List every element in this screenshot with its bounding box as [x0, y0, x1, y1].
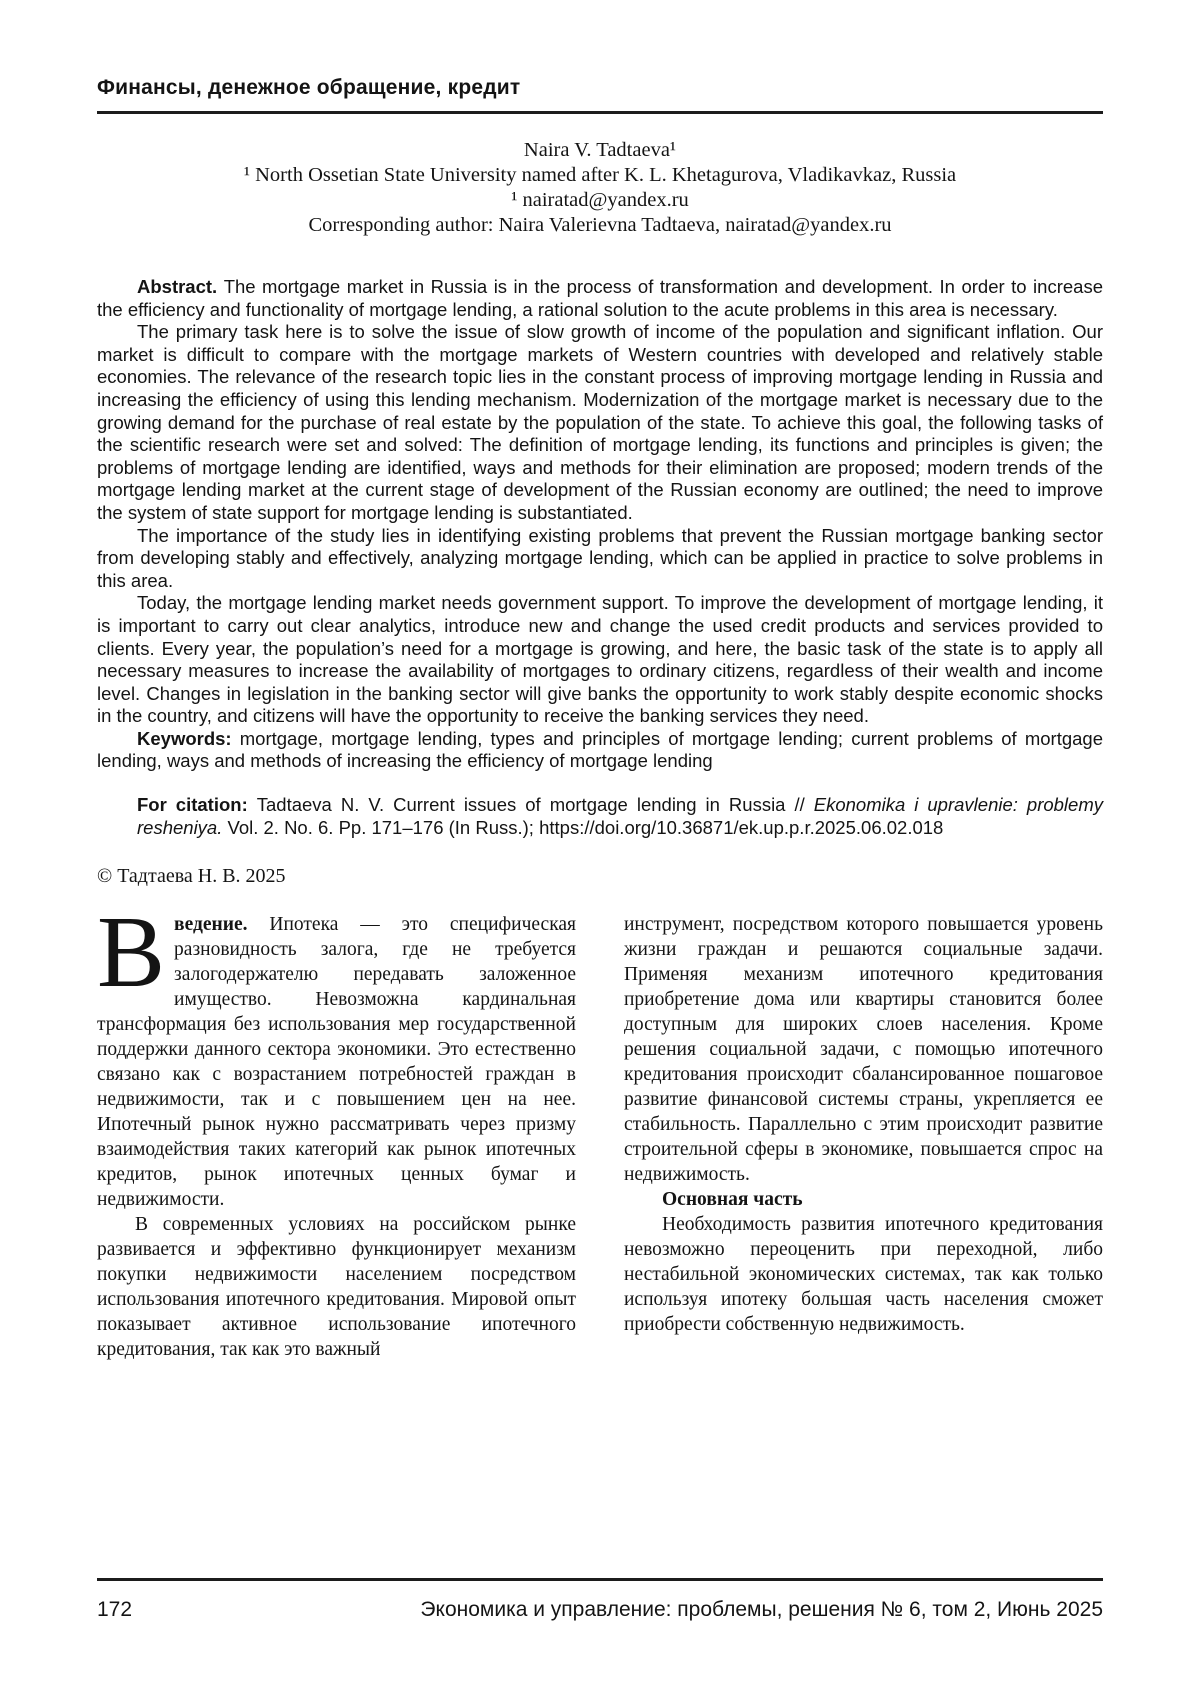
footer-rule [97, 1578, 1103, 1581]
body-paragraph: Необходимость развития ипотечного кредитования невозможно переоценить при переходной, либо нестабильной экономических системах, так как только используя ипотеку большая часть населения сможет приобрести собственную недвижимость. [624, 1214, 1103, 1336]
abstract-paragraph: The primary task here is to solve the issue of slow growth of income of the population and significant inflation. Our market is difficult to compare with the mortgage markets of Western countries with developed and relatively stable economies. The relevance of the research topic lies in the constant process of improving mortgage lending in Russia and increasing the efficiency of using this lending mechanism. Modernization of the mortgage market is necessary due to the growing demand for the purchase of real estate by the population of the state. To achieve this goal, the following tasks of the scientific research were set and solved: The definition of mortgage lending, its functions and principles is given; the problems of mortgage lending are identified, ways and methods for their elimination are proposed; modern trends of the mortgage lending market at the current stage of development of the Russian economy are outlined; the need to improve the system of state support for mortgage lending is substantiated. [97, 321, 1103, 523]
left-column [97, 896, 576, 1362]
body-paragraph: инструмент, посредством которого повышается уровень жизни граждан и решаются социальные задачи. Применяя механизм ипотечного кредитования приобретение дома или квартиры становится более доступным для широких слоев населения. Кроме решения социальной задачи, с помощью ипотечного кредитования происходит сбалансированное пошаговое развитие финансовой системы страны, укрепляется ее стабильность. Параллельно с этим происходит развитие строительной сферы в экономике, повышается спрос на недвижимость. [624, 914, 1103, 1186]
abstract-paragraph: Today, the mortgage lending market needs government support. To improve the development of mortgage lending, it is important to carry out clear analytics, introduce new and change the used credit products and services provided to clients. Every year, the population’s need for a mortgage is growing, and here, the basic task of the state is to apply all necessary measures to increase the availability of mortgages to ordinary citizens, regardless of their wealth and income level. Changes in legislation in the banking sector will give banks the opportunity to work stably despite economic shocks in the country, and citizens will have the opportunity to receive the banking services they need. [97, 592, 1103, 727]
introduction-paragraph [97, 896, 576, 1212]
abstract-label: Abstract. [137, 276, 224, 297]
citation-label: For citation: [137, 794, 257, 816]
author-name: Naira V. Tadtaeva¹ [523, 139, 677, 161]
citation-details: Vol. 2. No. 6. Pp. 171–176 (In Russ.); https://doi.org/10.36871/ek.up.p.r.2025.06.02.018 [222, 817, 944, 839]
article-body [97, 896, 1103, 1362]
introduction-text: Ипотека — это специфическая разновидность залога, где не требуется залогодержателю передавать заложенное имущество. Невозможна кардинальная трансформация без использования мер государственной поддержки данного сектора экономики. Это естественно связано как с возрастанием потребностей граждан в недвижимости, так и с повышением цен на нее. Ипотечный рынок нужно рассматривать через призму взаимодействия таких категорий как рынок ипотечных кредитов, рынок ипотечных ценных бумаг и недвижимости. [97, 914, 576, 1211]
section-heading: Основная часть [662, 1189, 803, 1211]
abstract-text: The mortgage market in Russia is in the process of transformation and development. In order to increase the efficiency and functionality of mortgage lending, a rational solution to the acute problems in this area is necessary. [97, 276, 1103, 320]
abstract-paragraph [97, 276, 1103, 321]
corresponding-author: Corresponding author: Naira Valerievna Tadtaeva, nairatad@yandex.ru [308, 214, 892, 236]
right-column [624, 912, 1103, 1362]
journal-info: Экономика и управление: проблемы, решения № 6, том 2, Июнь 2025 [420, 1598, 1103, 1621]
citation-authors: Tadtaeva N. V. Current issues of mortgage lending in Russia // [256, 794, 814, 816]
abstract-paragraph: The importance of the study lies in identifying existing problems that prevent the Russian mortgage banking sector from developing stably and effectively, analyzing mortgage lending, which can be applied in practice to solve problems in this area. [97, 524, 1103, 591]
author-email: ¹ nairatad@yandex.ru [511, 189, 689, 211]
citation-block [137, 793, 1103, 839]
author-block [97, 138, 1103, 238]
page-footer [97, 1578, 1103, 1622]
author-affiliation: ¹ North Ossetian State University named after K. L. Khetagurova, Vladikavkaz, Russia [243, 164, 957, 186]
dropcap-letter: В [97, 896, 166, 1010]
keywords-text: mortgage, mortgage lending, types and principles of mortgage lending; current problems of mortgage lending, ways and methods of increasing the efficiency of mortgage lending [97, 727, 1103, 772]
citation-journal-title: Ekonomika i upravlenie: problemy resheniya. [137, 794, 1103, 839]
abstract-section [97, 276, 1103, 773]
copyright-line: © Тадтаева Н. В. 2025 [97, 865, 286, 888]
page-number: 172 [97, 1598, 133, 1621]
introduction-label: ведение. [174, 914, 248, 936]
keywords-paragraph [97, 728, 1103, 773]
body-paragraph: В современных условиях на российском рынке развивается и эффективно функционирует механизм покупки недвижимости населением посредством использования ипотечного кредитования. Мировой опыт показывает активное использование ипотечного кредитования, так как это важный [97, 1214, 576, 1361]
header-rule [97, 111, 1103, 114]
section-title: Финансы, денежное обращение, кредит [97, 76, 521, 99]
keywords-label: Keywords: [137, 727, 240, 749]
